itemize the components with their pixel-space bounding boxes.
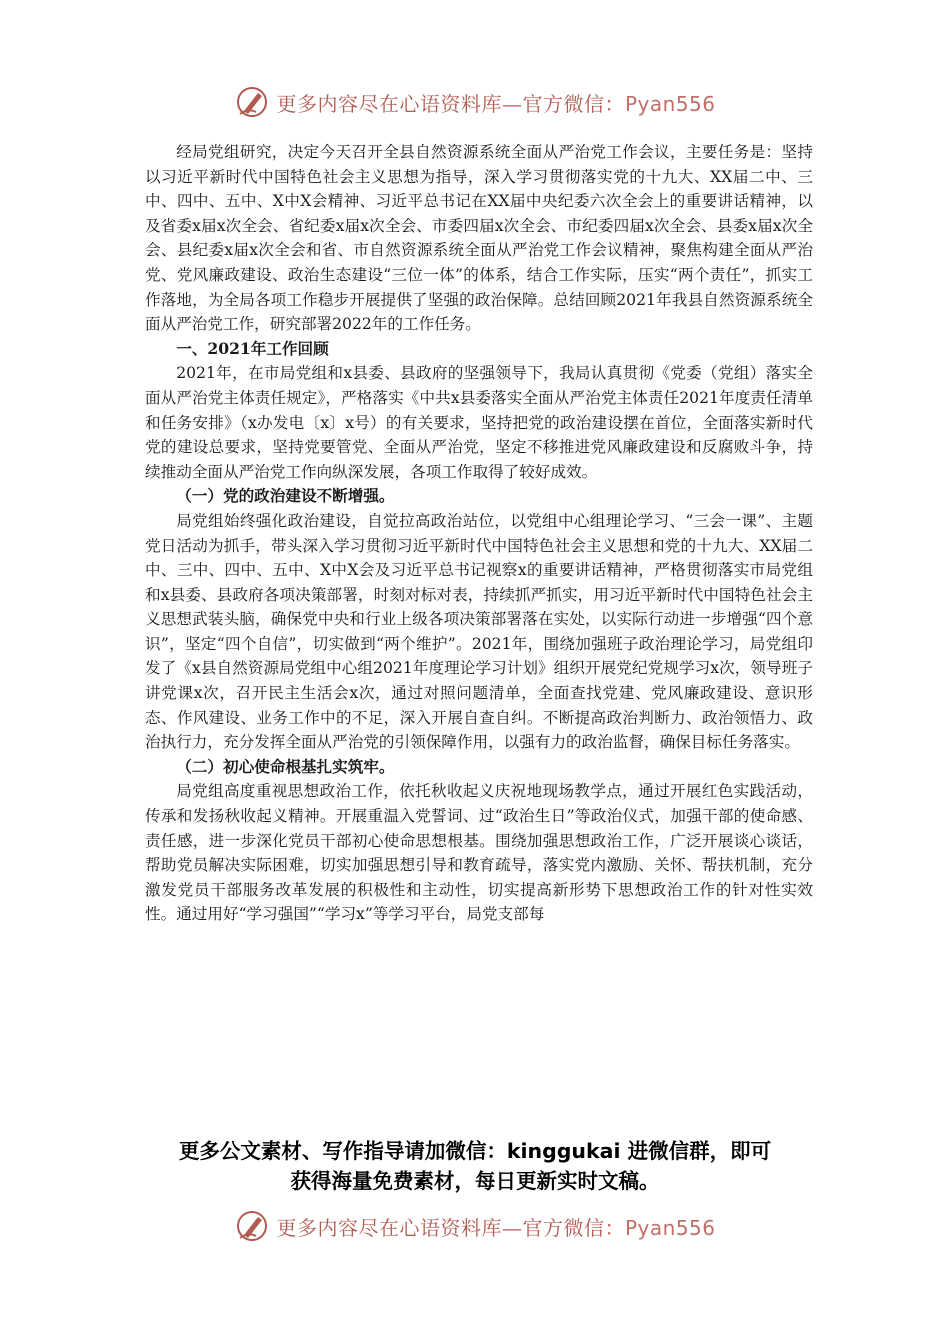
section-heading: 一、2021年工作回顾 bbox=[176, 338, 329, 358]
body-paragraph: 经局党组研究，决定今天召开全县自然资源系统全面从严治党工作会议，主要任务是：坚持以习近平新时代中国特色社会主义思想为指导，深入学习贯彻落实党的十九大、XX届二中、三中、四中、五中、X中X会精神、习近平总书记在XX届中央纪委六次全会上的重要讲话精神，以及省委x届x次全会、省纪委x届x次全会、市委四届x次全会、市纪委四届x次全会、县委x届x次全会、县纪委x届x次全会和省、市自然资源系统全面从严治党工作会议精神，聚焦构建全面从严治党、党风廉政建设、政治生态建设“三位一体”的体系，结合工作实际，压实“两个责任”，抓实工作落地，为全局各项工作稳步开展提供了坚强的政治保障。总结回顾2021年我县自然资源系统全面从严治党工作，研究部署2022年的工作任务。 bbox=[145, 143, 813, 334]
pen-logo-icon bbox=[234, 1208, 270, 1244]
promo-line-2: 获得海量免费素材，每日更新实时文稿。 bbox=[290, 1169, 660, 1193]
pen-logo-icon bbox=[234, 84, 270, 120]
wechat-id: Pyan556 bbox=[624, 91, 716, 116]
promo-notice bbox=[0, 1136, 950, 1196]
promo-line-1: 更多公文素材、写作指导请加微信：kinggukai 进微信群，即可 bbox=[178, 1139, 772, 1163]
document-body bbox=[145, 140, 813, 927]
wechat-id: Pyan556 bbox=[624, 1215, 716, 1240]
subsection-heading: （二）初心使命根基扎实筑牢。 bbox=[176, 756, 395, 776]
banner-text: 更多内容尽在心语资料库—官方微信：Pyan556 bbox=[276, 91, 716, 116]
body-paragraph: 2021年，在市局党组和x县委、县政府的坚强领导下，我局认真贯彻《党委（党组）落实全面从严治党主体责任规定》，严格落实《中共x县委落实全面从严治党主体责任2021年度责任清单和任务安排》（x办发电〔x〕x号）的有关要求，坚持把党的政治建设摆在首位，全面落实新时代党的建设总要求，坚持党要管党、全面从严治党，坚定不移推进党风廉政建设和反腐败斗争，持续推动全面从严治党工作向纵深发展，各项工作取得了较好成效。 bbox=[145, 364, 813, 481]
body-paragraph: 局党组始终强化政治建设，自觉拉高政治站位，以党组中心组理论学习、“三会一课”、主题党日活动为抓手，带头深入学习贯彻习近平新时代中国特色社会主义思想和党的十九大、XX届二中、三中、四中、五中、X中X会及习近平总书记视察x的重要讲话精神，严格贯彻落实市局党组和x县委、县政府各项决策部署，时刻对标对表，持续抓严抓实，用习近平新时代中国特色社会主义思想武装头脑，确保党中央和行业上级各项决策部署落在实处，以实际行动进一步增强“四个意识”，坚定“四个自信”，切实做到“两个维护”。2021年，围绕加强班子政治理论学习，局党组印发了《x县自然资源局党组中心组2021年度理论学习计划》组织开展党纪党规学习x次，领导班子讲党课x次，召开民主生活会x次，通过对照问题清单，全面查找党建、党风廉政建设、意识形态、作风建设、业务工作中的不足，深入开展自查自纠。不断提高政治判断力、政治领悟力、政治执行力，充分发挥全面从严治党的引领保障作用，以强有力的政治监督，确保目标任务落实。 bbox=[145, 511, 813, 752]
body-paragraph: 局党组高度重视思想政治工作，依托秋收起义庆祝地现场教学点，通过开展红色实践活动，传承和发扬秋收起义精神。开展重温入党誓词、过“政治生日”等政治仪式，加强干部的使命感、责任感，进一步深化党员干部初心使命思想根基。围绕加强思想政治工作，广泛开展谈心谈话，帮助党员解决实际困难，切实加强思想引导和教育疏导，落实党内激励、关怀、帮扶机制，充分激发党员干部服务改革发展的积极性和主动性，切实提高新形势下思想政治工作的针对性实效性。通过用好“学习强国”“学习x”等学习平台，局党支部每 bbox=[145, 782, 813, 924]
header-banner bbox=[0, 84, 950, 120]
banner-text: 更多内容尽在心语资料库—官方微信：Pyan556 bbox=[276, 1215, 716, 1240]
subsection-heading: （一）党的政治建设不断增强。 bbox=[176, 486, 395, 506]
footer-banner bbox=[0, 1208, 950, 1244]
